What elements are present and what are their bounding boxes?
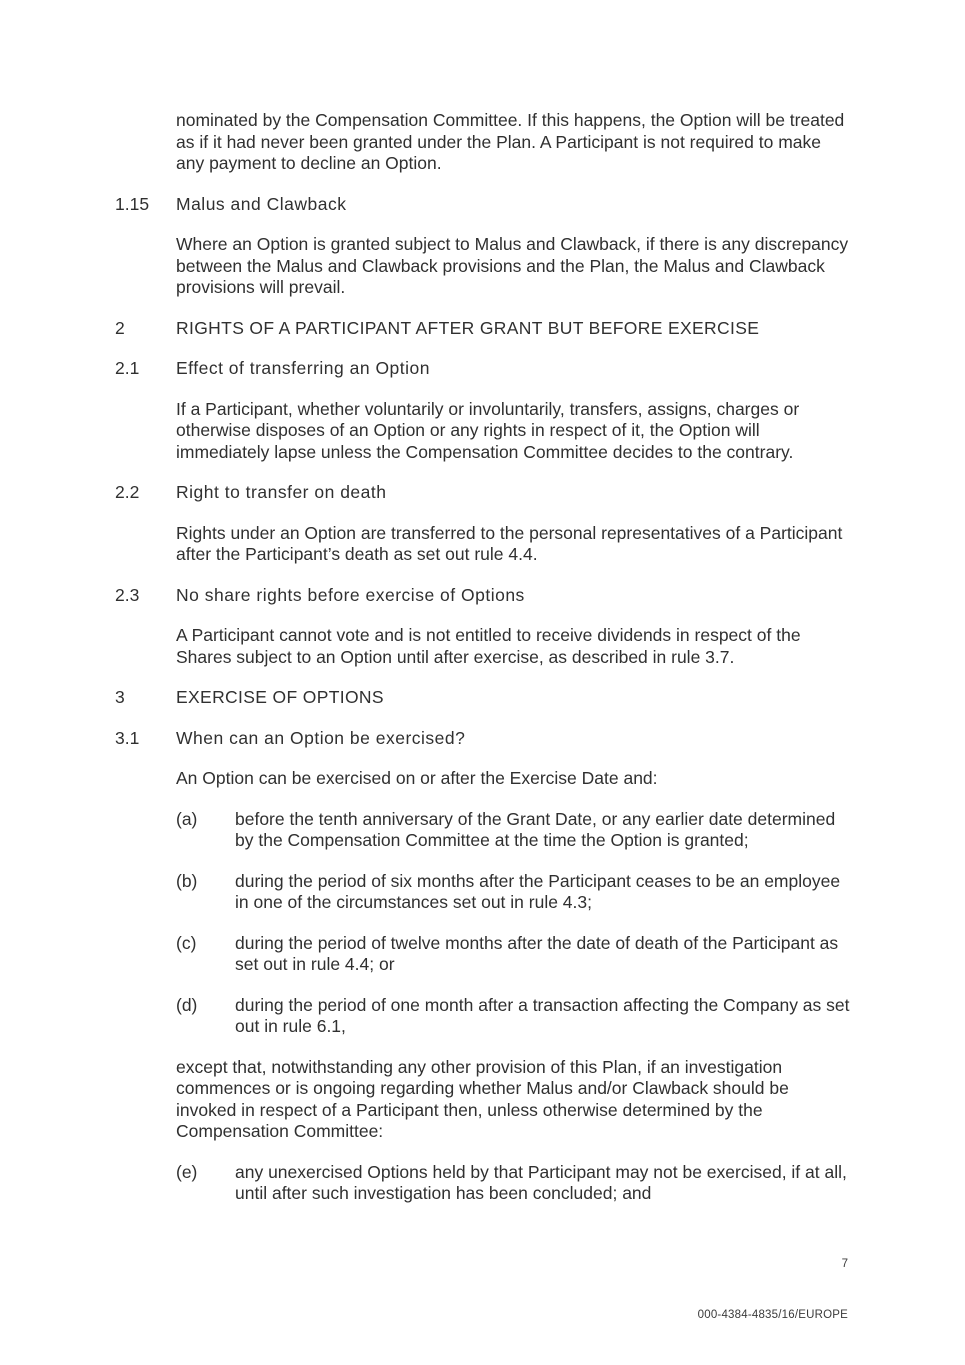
section-heading-3: [115, 687, 860, 709]
list-item-letter: (a): [176, 808, 198, 829]
section-number: 2.3: [115, 584, 140, 605]
section-heading-1-15: [115, 194, 860, 216]
section-number: 2: [115, 317, 125, 338]
section-heading-2-1: [115, 358, 860, 380]
list-item-letter: (d): [176, 994, 198, 1015]
paragraph-except-clause: except that, notwithstanding any other provision of this Plan, if an investigation commences or is ongoing regarding whether Malus and/or Clawback should be invoked in respect of a Participant then, unless otherwise determined by the Compensation Committee:: [176, 1056, 789, 1141]
list-item-b: [176, 871, 860, 914]
list-item-d: [176, 995, 860, 1038]
section-number: 3: [115, 687, 125, 707]
section-title: RIGHTS OF A PARTICIPANT AFTER GRANT BUT BEFORE EXERCISE: [176, 317, 760, 338]
section-number: 3.1: [115, 727, 140, 748]
document-body: [115, 110, 860, 1224]
section-title: No share rights before exercise of Options: [176, 584, 525, 605]
section-title: Effect of transferring an Option: [176, 358, 431, 378]
section-title: When can an Option be exercised?: [176, 727, 466, 748]
list-item-text: during the period of one month after a transaction affecting the Company as set out in rule 6.1,: [235, 994, 850, 1036]
paragraph-transfer-effect: If a Participant, whether voluntarily or involuntarily, transfers, assigns, charges or otherwise disposes of an Option or any rights in respect of it, the Option will immediately lapse unless the Compensation Committee decides to the contrary.: [176, 398, 800, 462]
paragraph-exercise-intro: An Option can be exercised on or after the Exercise Date and:: [176, 768, 658, 788]
document-reference: 000-4384-4835/16/EUROPE: [697, 1309, 848, 1321]
list-item-e: [176, 1162, 860, 1205]
section-heading-2-3: [115, 585, 860, 607]
list-item-c: [176, 933, 860, 976]
list-item-letter: (c): [176, 932, 197, 953]
section-title: EXERCISE OF OPTIONS: [176, 687, 384, 707]
page-number: 7: [841, 1258, 848, 1270]
section-title: Right to transfer on death: [176, 482, 387, 502]
section-number: 2.2: [115, 482, 140, 502]
section-heading-2: [115, 318, 860, 340]
paragraph-no-share-rights: A Participant cannot vote and is not entitled to receive dividends in respect of the Shares subject to an Option until after exercise, as described in rule 3.7.: [176, 625, 801, 667]
list-item-a: [176, 809, 860, 852]
section-title: Malus and Clawback: [176, 193, 347, 214]
list-item-letter: (b): [176, 870, 198, 891]
paragraph-transfer-death: Rights under an Option are transferred to the personal representatives of a Participant after the Participant’s death as set out rule 4.4.: [176, 522, 843, 564]
section-heading-2-2: [115, 482, 860, 504]
section-heading-3-1: [115, 728, 860, 750]
list-item-text: during the period of six months after the Participant ceases to be an employee in one of the circumstances set out in rule 4.3;: [235, 870, 841, 912]
list-item-text: before the tenth anniversary of the Grant Date, or any earlier date determined by the Compensation Committee at the time the Option is granted;: [235, 808, 836, 850]
list-item-text: any unexercised Options held by that Participant may not be exercised, if at all, until after such investigation has been concluded; and: [235, 1161, 847, 1203]
section-number: 2.1: [115, 358, 140, 378]
list-item-text: during the period of twelve months after the date of death of the Participant as set out in rule 4.4; or: [235, 932, 839, 974]
section-number: 1.15: [115, 193, 150, 214]
list-item-letter: (e): [176, 1161, 198, 1182]
paragraph-malus-clawback: Where an Option is granted subject to Malus and Clawback, if there is any discrepancy between the Malus and Clawback provisions and the Plan, the Malus and Clawback provisions will prevail.: [176, 234, 849, 297]
continuation-paragraph: nominated by the Compensation Committee. If this happens, the Option will be treated as if it had never been granted under the Plan. A Participant is not required to make any payment to decline an Option.: [176, 110, 845, 173]
